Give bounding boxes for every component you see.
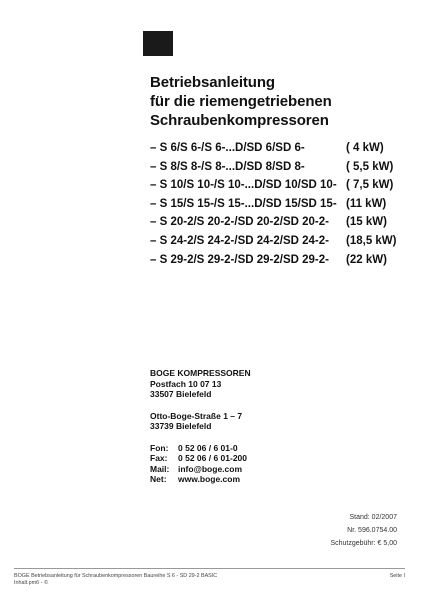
model-name: – S 10/S 10-/S 10-...D/SD 10/SD 10- [150, 179, 337, 192]
contact-label: Mail: [150, 463, 170, 474]
model-row [150, 198, 400, 217]
postfach: Postfach 10 07 13 [150, 378, 222, 389]
section-tab-mark [143, 31, 173, 56]
footer-left [14, 573, 217, 587]
contact-label: Net: [150, 474, 167, 484]
document-meta [330, 511, 397, 550]
street-city: 33739 Bielefeld [150, 421, 212, 431]
model-power: ( 7,5 kW) [346, 179, 394, 192]
model-row [150, 216, 400, 235]
contact-fon [150, 443, 251, 454]
model-row [150, 161, 400, 180]
document-number: Nr. 596.0754.00 [347, 527, 397, 534]
model-power: (18,5 kW) [346, 234, 397, 247]
model-power: ( 4 kW) [346, 142, 384, 154]
contact-label: Fax: [150, 453, 168, 463]
model-power: (11 kW) [346, 197, 387, 210]
contact-label: Fon: [150, 442, 169, 453]
contact-value: 0 52 06 / 6 01-200 [178, 453, 248, 463]
model-name: – S 6/S 6-/S 6-...D/SD 6/SD 6- [150, 142, 305, 154]
protection-fee: Schutzgebühr: € 5,00 [330, 540, 397, 547]
stand-date: Stand: 02/2007 [349, 514, 397, 521]
contact-mail [150, 464, 251, 475]
footer-title: BOGE Betriebsanleitung für Schraubenkompressoren Baureihe S 6 - SD 29-2 BASIC [14, 573, 218, 579]
contact-net [150, 474, 251, 485]
contact-value: info@boge.com [178, 463, 243, 474]
model-name: – S 20-2/S 20-2-/SD 20-2/SD 20-2- [150, 216, 329, 229]
model-row [150, 235, 400, 254]
document-title [150, 73, 332, 130]
model-power: ( 5,5 kW) [346, 160, 394, 173]
title-line-3: Schraubenkompressoren [150, 112, 329, 129]
title-line-1: Betriebsanleitung [150, 74, 275, 91]
model-name: – S 24-2/S 24-2-/SD 24-2/SD 24-2- [150, 234, 329, 247]
model-power: (22 kW) [346, 253, 387, 266]
company-address-block [150, 368, 251, 485]
street-address: Otto-Boge-Straße 1 – 7 [150, 410, 243, 421]
contact-value: 0 52 06 / 6 01-0 [178, 442, 238, 453]
model-name: – S 8/S 8-/S 8-...D/SD 8/SD 8- [150, 160, 305, 173]
model-row [150, 179, 400, 198]
model-list [150, 142, 400, 272]
contact-fax [150, 453, 251, 464]
footer-file: Inhalt.pm6 - © [14, 580, 48, 586]
model-name: – S 15/S 15-/S 15-...D/SD 15/SD 15- [150, 197, 337, 210]
model-power: (15 kW) [346, 216, 387, 229]
company-name: BOGE KOMPRESSOREN [150, 368, 251, 378]
model-row [150, 142, 400, 161]
postfach-city: 33507 Bielefeld [150, 389, 212, 399]
page-number: Seite I [389, 573, 405, 579]
title-line-2: für die riemengetriebenen [150, 93, 332, 110]
model-row [150, 254, 400, 273]
contact-value: www.boge.com [178, 474, 241, 484]
model-name: – S 29-2/S 29-2-/SD 29-2/SD 29-2- [150, 253, 329, 266]
footer-divider [14, 568, 405, 569]
